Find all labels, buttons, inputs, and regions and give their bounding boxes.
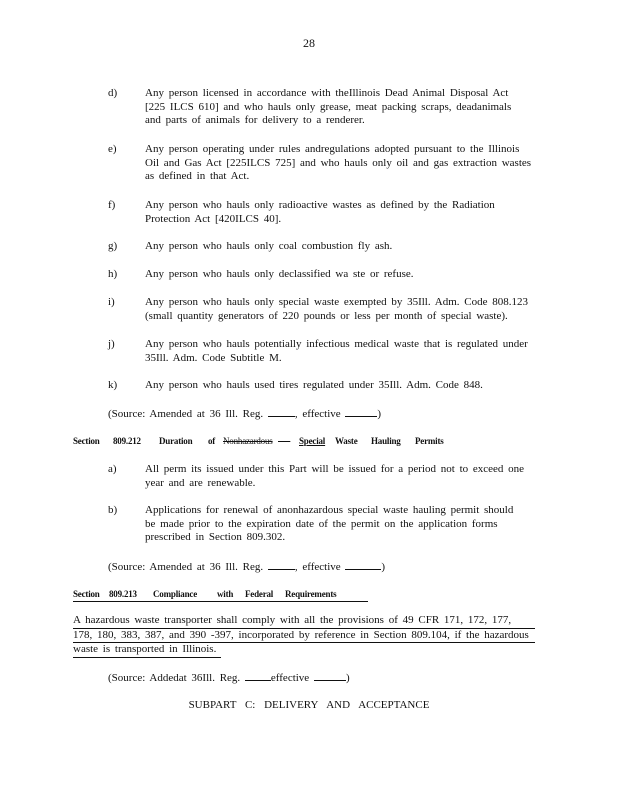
blank-date [314, 671, 346, 681]
inserted-line: A hazardous waste transporter shall comply with all the provisions of 49 CFR 171, 172, 177, [73, 614, 535, 629]
item-line: Any person who hauls used tires regulated under 35Ill. Adm. Code 848. [145, 379, 483, 391]
heading-word: Compliance [153, 589, 197, 599]
section-word: Section [73, 589, 100, 599]
blank-date [345, 407, 377, 417]
item-line: Any person who hauls potentially infectious medical waste that is regulated under [145, 338, 528, 350]
source-effective: effective [270, 672, 310, 684]
source-close: ) [381, 561, 386, 573]
item-label: f) [108, 199, 116, 211]
item-text [145, 504, 540, 545]
heading-word: with [217, 589, 234, 599]
blank-reg [245, 671, 271, 681]
section-word: Section [73, 436, 100, 446]
item-text [145, 296, 540, 323]
item-line: prescribed in Section 809.302. [145, 531, 286, 543]
item-text [145, 240, 540, 254]
item-label: g) [108, 240, 118, 252]
source-close: ) [345, 672, 350, 684]
page-number: 28 [303, 36, 315, 50]
strike-gap [278, 436, 300, 446]
section-heading-809-213 [73, 589, 368, 602]
blank-reg [268, 560, 295, 570]
heading-word: Requirements [285, 589, 337, 599]
source-text: (Source: Amended at 36 Ill. Reg. [108, 561, 264, 573]
item-line: (small quantity generators of 220 pounds or less per month of special waste). [145, 309, 508, 322]
section-number: 809.213 [109, 589, 137, 599]
source-close: ) [377, 408, 382, 420]
item-line: Any person who hauls only declassified wa ste or refuse. [145, 268, 414, 280]
source-note-2 [108, 560, 385, 573]
item-label: b) [108, 504, 118, 516]
heading-word: Duration [159, 436, 193, 446]
heading-word: Federal [245, 589, 274, 599]
inserted-line: 178, 180, 383, 387, and 390 -397, incorporated by reference in Section 809.104, if the hazardous [73, 629, 535, 644]
item-line: All perm its issued under this Part will be issued for a period not to exceed one [145, 463, 525, 475]
item-text [145, 463, 540, 490]
item-line: Protection Act [420ILCS 40]. [145, 212, 282, 225]
item-label: h) [108, 268, 118, 280]
struck-word: Nonhazardous [223, 436, 273, 446]
item-line: 35Ill. Adm. Code Subtitle M. [145, 351, 282, 364]
item-line: be made prior to the expiration date of the permit on the application forms [145, 517, 498, 530]
item-line: Applications for renewal of anonhazardous special waste hauling permit should [145, 504, 514, 516]
inserted-line: waste is transported in Illinois. [73, 643, 221, 658]
item-text [145, 379, 540, 393]
section-number: 809.212 [113, 436, 141, 446]
heading-word: Permits [415, 436, 444, 446]
item-text [145, 143, 540, 184]
item-line: year and are renewable. [145, 476, 256, 489]
item-text [145, 338, 540, 365]
item-label: k) [108, 379, 118, 391]
source-text: (Source: Addedat 36Ill. Reg. [108, 672, 241, 684]
item-label: e) [108, 143, 117, 155]
item-label: a) [108, 463, 117, 475]
heading-word: of [208, 436, 216, 446]
source-effective: , effective [294, 561, 341, 573]
item-line: [225 ILCS 610] and who hauls only grease, meat packing scraps, deadanimals [145, 100, 512, 113]
item-text [145, 87, 540, 128]
inserted-word: Special [299, 436, 326, 446]
item-line: Any person who hauls only coal combustion fly ash. [145, 240, 393, 252]
item-text [145, 268, 540, 282]
item-text [145, 199, 540, 226]
heading-word: Hauling [371, 436, 401, 446]
item-label: i) [108, 296, 115, 308]
item-label: d) [108, 87, 118, 99]
source-text: (Source: Amended at 36 Ill. Reg. [108, 408, 264, 420]
item-line: Any person who hauls only radioactive wastes as defined by the Radiation [145, 199, 495, 211]
item-line: as defined in that Act. [145, 170, 250, 182]
heading-word: Waste [335, 436, 358, 446]
item-label: j) [108, 338, 115, 350]
subpart-heading: SUBPART C: DELIVERY AND ACCEPTANCE [188, 699, 430, 711]
source-note-1 [108, 407, 381, 420]
item-line: Any person licensed in accordance with theIllinois Dead Animal Disposal Act [145, 87, 509, 99]
source-effective: , effective [294, 408, 341, 420]
section-heading-809-212 [73, 436, 543, 448]
inserted-paragraph [73, 614, 539, 658]
item-line: Any person operating under rules andregulations adopted pursuant to the Illinois [145, 143, 520, 155]
item-line: and parts of animals for delivery to a renderer. [145, 114, 365, 126]
blank-date [345, 560, 381, 570]
source-note-3 [108, 671, 350, 684]
blank-reg [268, 407, 295, 417]
item-line: Oil and Gas Act [225ILCS 725] and who hauls only oil and gas extraction wastes [145, 156, 532, 169]
item-line: Any person who hauls only special waste exempted by 35Ill. Adm. Code 808.123 [145, 296, 528, 308]
